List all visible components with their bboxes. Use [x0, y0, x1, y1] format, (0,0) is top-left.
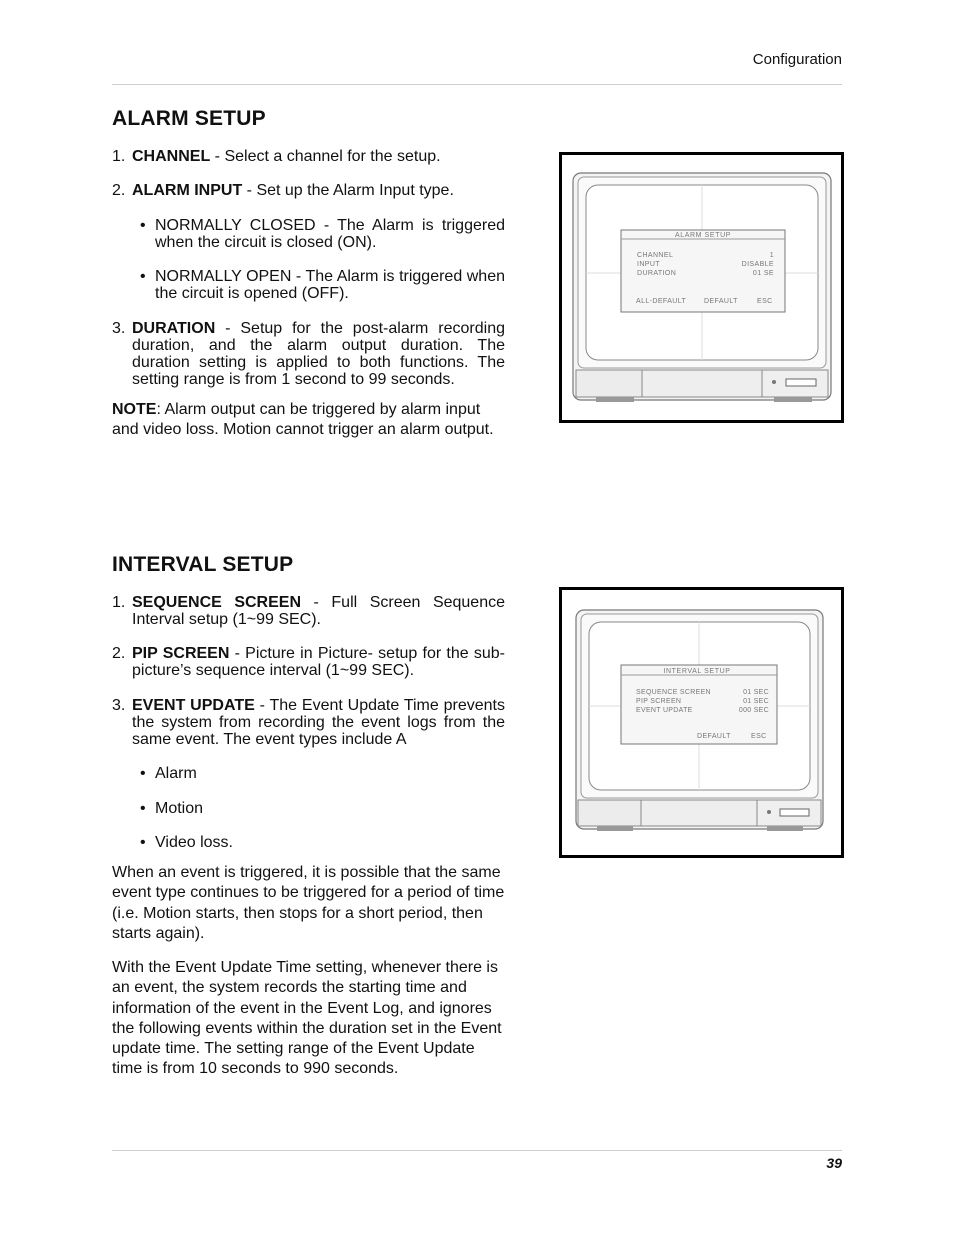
item-number: 1.	[112, 594, 126, 611]
osd-row-value: 01 SEC	[743, 689, 769, 696]
header-rule	[112, 84, 842, 85]
item-number: 3.	[112, 320, 126, 337]
bullet-motion	[140, 800, 505, 817]
alarm-item-duration	[112, 320, 505, 388]
bullet-video-loss	[140, 834, 505, 851]
bullet-text: Motion	[155, 800, 204, 817]
osd-row-label: CHANNEL	[637, 252, 674, 259]
item-desc: - Select a channel for the setup.	[210, 148, 441, 165]
item-number: 2.	[112, 645, 126, 662]
bullet-icon: •	[140, 834, 146, 851]
bullet-icon: •	[140, 217, 146, 234]
item-desc: - Picture in Picture- setup for the sub-picture’s sequence interval (1~99 SEC).	[132, 645, 506, 679]
running-header: Configuration	[752, 51, 842, 68]
item-term: CHANNEL	[132, 148, 211, 165]
note-label: NOTE	[112, 401, 157, 418]
osd-button-default: DEFAULT	[697, 733, 731, 740]
osd-button-esc: ESC	[751, 733, 767, 740]
interval-item-event-update	[112, 697, 505, 748]
item-number: 3.	[112, 697, 126, 714]
osd-button-default: DEFAULT	[704, 298, 738, 305]
item-term: PIP SCREEN	[132, 645, 230, 662]
alarm-setup-heading: ALARM SETUP	[112, 107, 266, 130]
alarm-setup-screen-figure	[559, 152, 844, 423]
interval-setup-heading: INTERVAL SETUP	[112, 553, 294, 576]
monitor-illustration	[562, 155, 841, 420]
osd-menu-title: INTERVAL SETUP	[663, 668, 731, 675]
bullet-text: NORMALLY CLOSED - The Alarm is triggered when the circuit is closed (ON).	[155, 217, 505, 251]
footer-rule	[112, 1150, 842, 1151]
alarm-note	[112, 400, 507, 441]
osd-row-value: 01 SE	[752, 270, 774, 277]
bullet-text: Alarm	[155, 765, 197, 782]
osd-row-value: 01 SEC	[743, 698, 769, 705]
item-desc: - Full Screen Sequence Interval setup (1~99 SEC).	[132, 594, 506, 628]
interval-item-sequence-screen	[112, 594, 505, 628]
bullet-text: NORMALLY OPEN - The Alarm is triggered when the circuit is opened (OFF).	[155, 268, 505, 302]
osd-row-label: SEQUENCE SCREEN	[636, 689, 711, 696]
item-term: SEQUENCE SCREEN	[132, 594, 302, 611]
alarm-item-channel	[112, 148, 505, 165]
note-text: : Alarm output can be triggered by alarm input and video loss. Motion cannot trigger an alarm output.	[112, 401, 494, 439]
monitor-illustration	[562, 590, 841, 855]
osd-menu-title: ALARM SETUP	[675, 232, 731, 239]
osd-row-label: PIP SCREEN	[636, 698, 682, 705]
item-desc: - The Event Update Time prevents the system from recording the event logs from the same event. The event types include A	[132, 697, 505, 748]
osd-row-value: 000 SEC	[738, 707, 769, 714]
osd-row-label: INPUT	[637, 261, 660, 268]
item-term: ALARM INPUT	[132, 182, 243, 199]
osd-row-value: DISABLE	[741, 261, 774, 268]
bullet-icon: •	[140, 800, 146, 817]
item-number: 2.	[112, 182, 126, 199]
osd-row-label: EVENT UPDATE	[636, 707, 693, 714]
alarm-item-input	[112, 182, 505, 199]
osd-button-all-default: ALL-DEFAULT	[636, 298, 687, 305]
page-number: 39	[826, 1155, 842, 1171]
interval-item-pip-screen	[112, 645, 505, 679]
item-term: DURATION	[132, 320, 216, 337]
bullet-normally-closed	[140, 217, 505, 251]
osd-row-value: 1	[769, 252, 774, 259]
item-term: EVENT UPDATE	[132, 697, 255, 714]
item-desc: - Set up the Alarm Input type.	[242, 182, 454, 199]
osd-button-esc: ESC	[757, 298, 773, 305]
interval-paragraph-2: With the Event Update Time setting, whenever there is an event, the system records the starting time and information of the event in the Event Log, and ignores the following events within the duration set in the Event update time. The setting range of the Event Update time is from 10 seconds to 990 seconds.	[112, 959, 502, 1078]
bullet-normally-open	[140, 268, 505, 302]
item-number: 1.	[112, 148, 126, 165]
interval-paragraph-1: When an event is triggered, it is possible that the same event type continues to be triggered for a period of time (i.e. Motion starts, then stops for a short period, then starts again).	[112, 864, 505, 942]
item-desc: - Setup for the post-alarm recording duration, and the alarm output duration. The duration setting is applied to both functions. The setting range is from 1 second to 99 seconds.	[132, 320, 505, 388]
bullet-icon: •	[140, 268, 146, 285]
bullet-text: Video loss.	[155, 834, 233, 851]
bullet-icon: •	[140, 765, 146, 782]
bullet-alarm	[140, 765, 505, 782]
interval-setup-screen-figure	[559, 587, 844, 858]
osd-row-label: DURATION	[637, 270, 677, 277]
